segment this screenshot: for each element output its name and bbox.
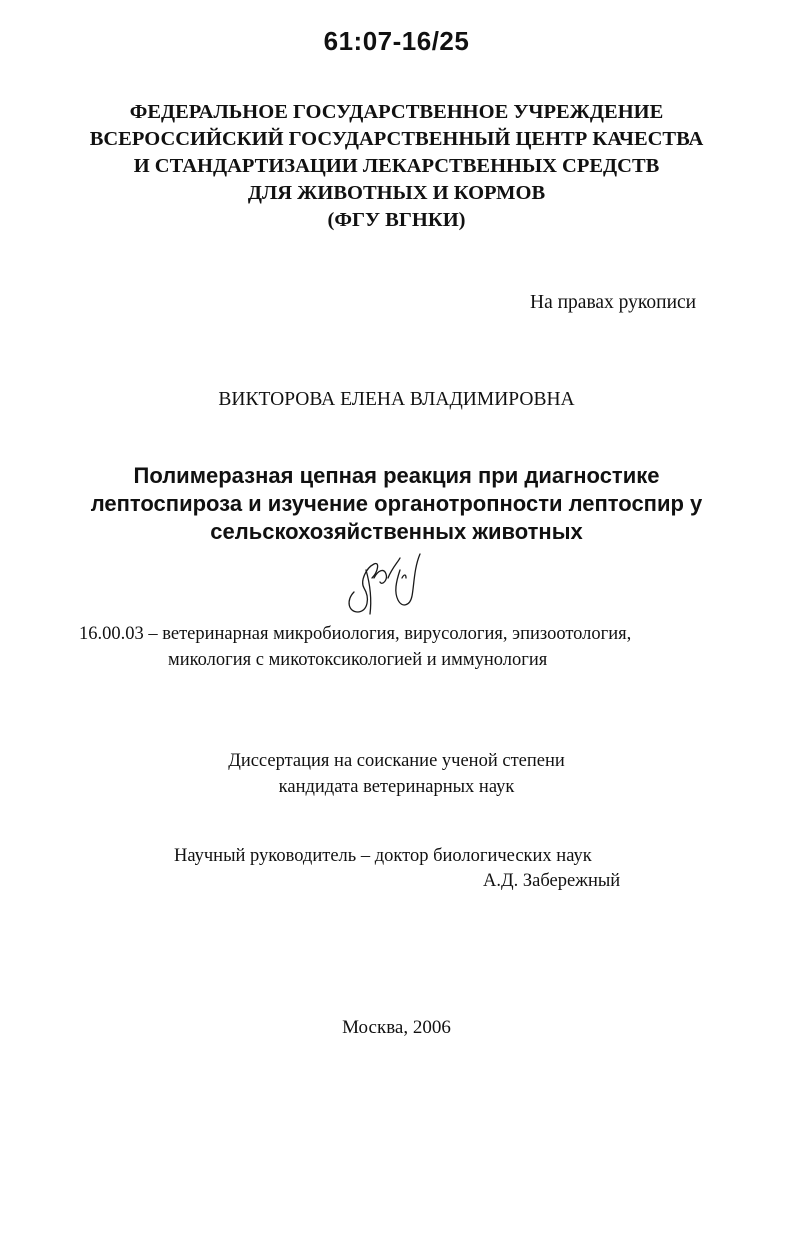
manuscript-rights: На правах рукописи bbox=[530, 292, 697, 313]
advisor-title: Научный руководитель – доктор биологических наук bbox=[174, 846, 592, 866]
catalog-number: 61:07-16/25 bbox=[323, 26, 470, 56]
specialty-line: микология с микотоксикологией и иммунология bbox=[168, 650, 548, 670]
author-name: ВИКТОРОВА ЕЛЕНА ВЛАДИМИРОВНА bbox=[218, 389, 575, 410]
thesis-title-line: сельскохозяйственных животных bbox=[210, 519, 583, 544]
institution-line: ДЛЯ ЖИВОТНЫХ И КОРМОВ bbox=[247, 182, 546, 204]
institution-abbreviation: (ФГУ ВГНКИ) bbox=[327, 209, 466, 231]
dissertation-statement bbox=[0, 748, 793, 800]
institution-line: ВСЕРОССИЙСКИЙ ГОСУДАРСТВЕННЫЙ ЦЕНТР КАЧЕСТВА bbox=[89, 128, 704, 150]
handwritten-signature bbox=[340, 548, 426, 620]
institution-line: ФЕДЕРАЛЬНОЕ ГОСУДАРСТВЕННОЕ УЧРЕЖДЕНИЕ bbox=[129, 101, 664, 123]
thesis-title-line: Полимеразная цепная реакция при диагностике bbox=[133, 463, 660, 488]
institution-block bbox=[0, 99, 793, 234]
specialty-line: 16.00.03 – ветеринарная микробиология, вирусология, эпизоотология, bbox=[79, 624, 632, 644]
thesis-title-line: лептоспироза и изучение органотропности лептоспир у bbox=[90, 491, 703, 516]
advisor-name: А.Д. Забережный bbox=[483, 871, 621, 891]
institution-line: И СТАНДАРТИЗАЦИИ ЛЕКАРСТВЕННЫХ СРЕДСТВ bbox=[133, 155, 660, 177]
city-year: Москва, 2006 bbox=[342, 1017, 451, 1038]
dissertation-line: Диссертация на соискание ученой степени bbox=[228, 751, 565, 771]
thesis-title bbox=[0, 462, 793, 546]
dissertation-line: кандидата ветеринарных наук bbox=[278, 777, 515, 797]
